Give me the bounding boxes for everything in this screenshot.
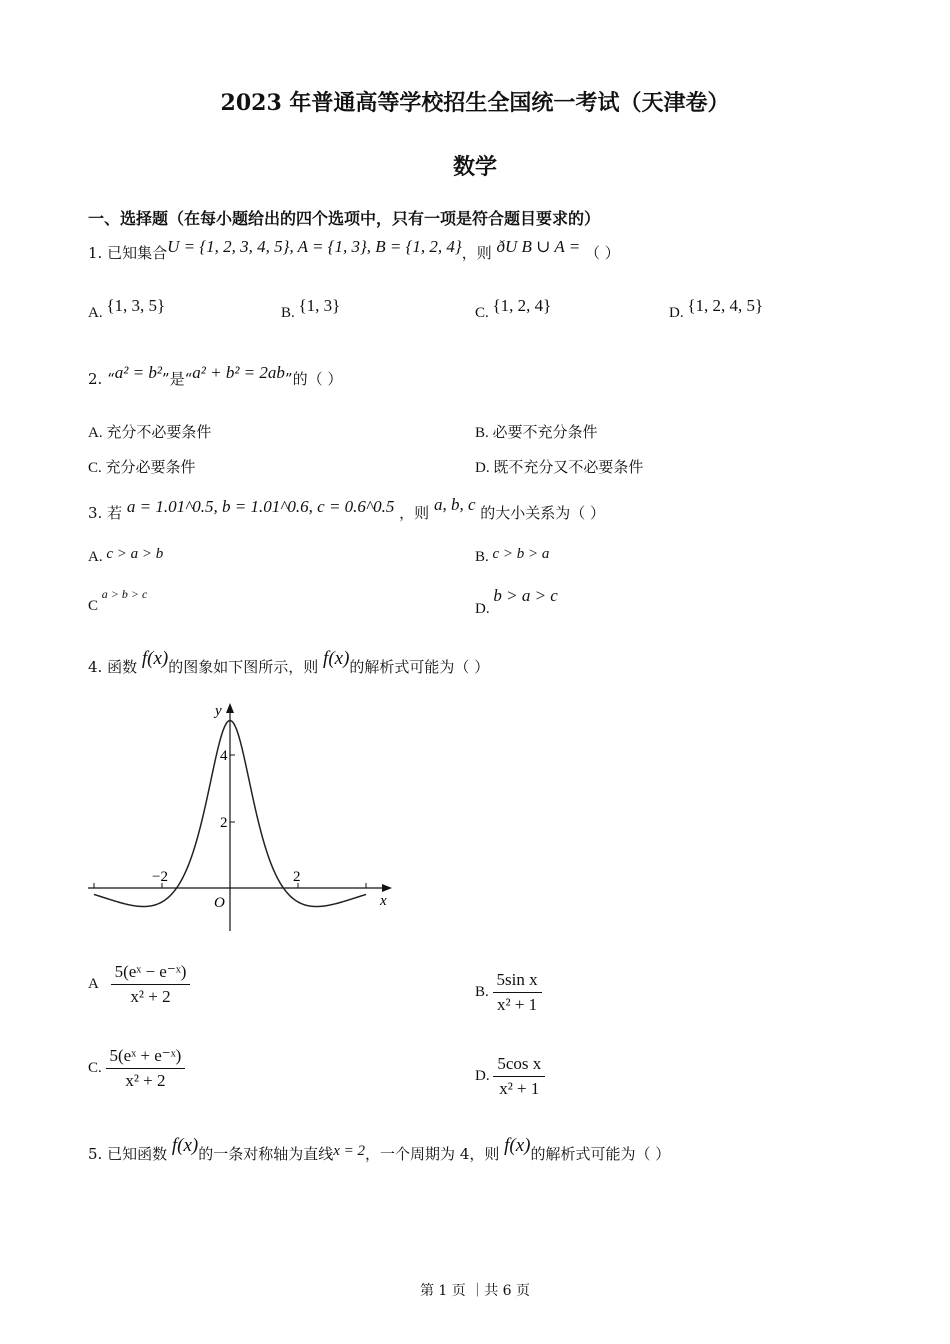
fraction-numerator: 5cos x <box>493 1054 545 1077</box>
origin-label: O <box>214 895 225 911</box>
question-4 <box>88 648 490 678</box>
q3-suffix: 的大小关系为（ ） <box>480 504 606 522</box>
option-value: 必要不充分条件 <box>492 425 598 441</box>
q5-mid1: 的一条对称轴为直线 <box>198 1145 334 1163</box>
q3-prefix: 3. 若 <box>88 504 123 522</box>
q3-option-a <box>88 546 164 566</box>
page-footer: 第 1 页 ｜共 6 页 <box>419 1283 531 1299</box>
option-label: D. <box>475 1068 490 1084</box>
option-value: c > b > a <box>492 546 550 562</box>
option-label: B. <box>475 984 489 1000</box>
q2-option-a <box>88 421 211 442</box>
question-5 <box>88 1135 671 1165</box>
q2-option-b <box>475 421 598 442</box>
fraction-denominator: x² + 1 <box>496 995 538 1014</box>
q1-prefix: 1. 已知集合 <box>88 244 168 262</box>
q3-option-b <box>475 546 550 566</box>
option-value: {1, 3} <box>298 296 341 315</box>
option-label: C. <box>88 460 102 476</box>
q4-mid: 的图象如下图所示，则 <box>168 658 319 676</box>
q1-option-a <box>88 296 166 322</box>
q3-option-d <box>475 586 558 618</box>
section-heading: 一、选择题（在每小题给出的四个选项中，只有一项是符合题目要求的） <box>88 209 601 228</box>
y-axis-label: y <box>215 703 222 719</box>
q2-suffix: ”的（ ） <box>284 370 343 388</box>
function-graph <box>80 695 400 940</box>
q3-expr: a = 1.01^0.5, b = 1.01^0.6, c = 0.6^0.5 <box>126 497 395 516</box>
q1-option-c <box>475 296 552 322</box>
option-label: C. <box>88 1060 102 1076</box>
q4-option-a <box>88 962 190 1007</box>
y-tick-label-4: 4 <box>220 748 228 764</box>
fraction-numerator: 5(eˣ − e⁻ˣ) <box>111 962 191 985</box>
option-label: B. <box>281 305 295 321</box>
x-axis-label: x <box>380 893 387 909</box>
option-value: {1, 2, 4, 5} <box>687 296 764 315</box>
option-label: C <box>88 598 99 614</box>
option-label: A <box>88 976 99 992</box>
option-label: D. <box>475 601 490 617</box>
fraction-numerator: 5sin x <box>493 970 542 993</box>
q2-option-d <box>475 456 643 477</box>
q5-prefix: 5. 已知函数 <box>88 1145 168 1163</box>
q3-mid: ，则 <box>399 504 430 522</box>
x-tick-label-neg2: −2 <box>152 869 168 885</box>
q2-cond2: a² + b² = 2ab <box>192 363 285 382</box>
q4-option-c <box>88 1046 185 1091</box>
option-label: A. <box>88 425 103 441</box>
option-value: b > a > c <box>493 586 558 605</box>
option-value: 既不充分又不必要条件 <box>493 460 644 476</box>
y-axis-arrow <box>226 703 234 713</box>
q4-fx-2: f(x) <box>323 648 350 669</box>
q4-fx: f(x) <box>141 648 169 669</box>
x-axis-arrow <box>382 884 392 892</box>
option-label: C. <box>475 305 489 321</box>
fraction-denominator: x² + 2 <box>125 1071 166 1090</box>
q2-cond1: a² = b² <box>114 363 162 382</box>
q5-mid2: ，一个周期为 4，则 <box>365 1145 500 1163</box>
q1-paren: （ ） <box>584 244 620 262</box>
x-tick-label-2: 2 <box>293 869 301 885</box>
q1-option-d <box>669 296 764 322</box>
option-label: D. <box>669 305 684 321</box>
question-2 <box>88 363 343 389</box>
exam-title: 2023 年普通高等学校招生全国统一考试（天津卷） <box>220 90 730 116</box>
q2-prefix: 2. “ <box>88 370 115 388</box>
option-value: c > a > b <box>106 546 164 562</box>
option-label: A. <box>88 305 103 321</box>
q4-option-b <box>475 970 542 1015</box>
q4-suffix: 的解析式可能为（ ） <box>349 658 490 676</box>
option-label: B. <box>475 549 489 565</box>
option-fraction <box>493 970 542 1015</box>
option-value: 充分不必要条件 <box>106 425 212 441</box>
subject-title: 数学 <box>452 154 497 180</box>
q3-option-c <box>88 587 148 615</box>
q2-option-c <box>88 456 196 477</box>
option-value: a > b > c <box>101 587 148 601</box>
q4-prefix: 4. 函数 <box>88 658 138 676</box>
q1-option-b <box>281 296 341 322</box>
fraction-denominator: x² + 1 <box>499 1079 540 1098</box>
fraction-numerator: 5(eˣ + e⁻ˣ) <box>106 1046 186 1069</box>
option-fraction <box>493 1054 545 1099</box>
question-1 <box>88 237 620 263</box>
y-tick-label-2: 2 <box>220 815 228 831</box>
q4-option-d <box>475 1054 545 1099</box>
option-value: {1, 2, 4} <box>492 296 552 315</box>
q3-vars: a, b, c <box>433 495 476 514</box>
fraction-denominator: x² + 2 <box>130 987 171 1006</box>
option-label: D. <box>475 460 490 476</box>
option-value: {1, 3, 5} <box>106 296 166 315</box>
q1-sets: U = {1, 2, 3, 4, 5}, A = {1, 3}, B = {1, 2, 4} <box>167 237 462 256</box>
option-fraction <box>106 1046 186 1091</box>
option-label: B. <box>475 425 489 441</box>
question-3 <box>88 495 606 523</box>
q1-expr: ðU B ∪ A = <box>496 237 581 256</box>
q5-line: x = 2 <box>333 1143 366 1159</box>
q5-suffix: 的解析式可能为（ ） <box>530 1145 671 1163</box>
option-value: 充分必要条件 <box>105 460 196 476</box>
option-fraction <box>111 962 191 1007</box>
q5-fx-2: f(x) <box>504 1135 531 1156</box>
option-label: A. <box>88 549 103 565</box>
q5-fx: f(x) <box>171 1135 199 1156</box>
q2-mid: ”是“ <box>161 370 193 388</box>
q1-mid: ，则 <box>461 244 492 262</box>
